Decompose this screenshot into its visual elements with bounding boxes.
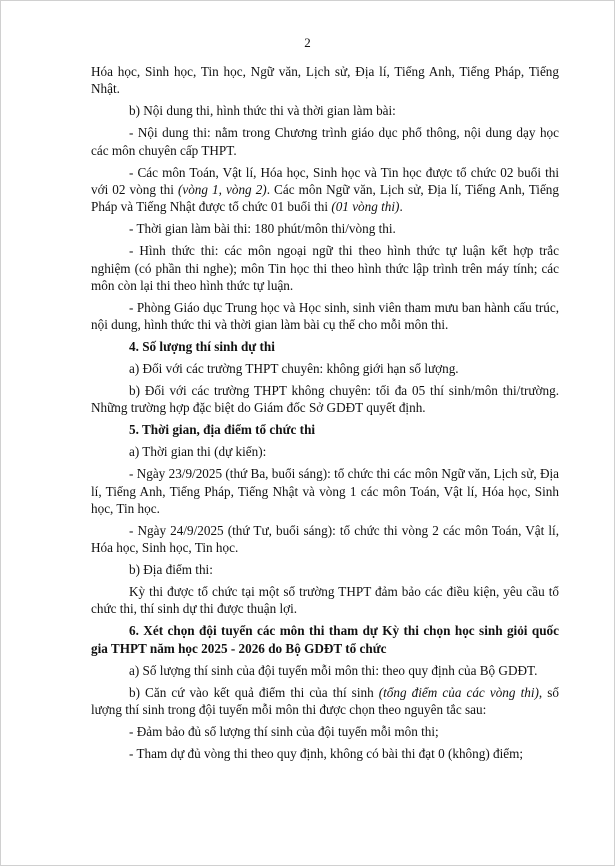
text-run: - Ngày 23/9/2025 (thứ Ba, buổi sáng): tổ chức thi các môn Ngữ văn, Lịch sử, Địa lí, Tiếng Anh, Tiếng Pháp, Tiếng Nhật và vòng 1 các môn Toán, Vật lí, Hóa học, Sinh học, Tin học. (91, 466, 559, 516)
paragraph (91, 360, 559, 377)
paragraph (91, 164, 559, 216)
text-run: 4. Số lượng thí sinh dự thi (129, 339, 275, 355)
text-run: b) Nội dung thi, hình thức thi và thời gian làm bài: (129, 103, 396, 119)
text-run: b) Đối với các trường THPT không chuyên: tối đa 05 thí sinh/môn thi/trường. Những trường hợp đặc biệt do Giám đốc Sở GDĐT quyết định. (91, 383, 559, 416)
section-heading (91, 338, 559, 355)
text-run: - Ngày 24/9/2025 (thứ Tư, buổi sáng): tổ chức thi vòng 2 các môn Toán, Vật lí, Hóa học, Sinh học, Tin học. (91, 522, 559, 556)
text-run: - Thời gian làm bài thi: 180 phút/môn thi/vòng thi. (129, 221, 396, 237)
italic-text: (vòng 1, vòng 2) (177, 181, 267, 197)
paragraph (91, 299, 559, 334)
text-run: a) Đối với các trường THPT chuyên: không giới hạn số lượng. (129, 361, 459, 377)
text-run: - Các môn Toán, Vật lí, Hóa học, Sinh học và Tin học được tổ chức 02 buổi thi với 02 vòng thi (91, 164, 559, 197)
text-run: b) Địa điểm thi: (129, 562, 213, 578)
text-run: 6. Xét chọn đội tuyển các môn thi tham dự Kỳ thi chọn học sinh giỏi quốc gia THPT năm học 2025 - 2026 do Bộ GDĐT tổ chức (91, 623, 559, 656)
section-heading (91, 421, 559, 438)
text-run: - Hình thức thi: các môn ngoại ngữ thi theo hình thức tự luận kết hợp trắc nghiệm (có phần thi nghe); môn Tin học thi theo hình thức lập trình trên máy tính; các môn còn lại thi theo hình thức tự luận. (91, 243, 559, 293)
paragraph (91, 684, 559, 719)
text-run: a) Số lượng thí sinh của đội tuyển mỗi môn thi: theo quy định của Bộ GDĐT. (129, 662, 538, 678)
text-run: , số lượng thí sinh trong đội tuyển mỗi môn thi được chọn theo nguyên tắc sau: (91, 684, 559, 717)
text-run: - Phòng Giáo dục Trung học và Học sinh, sinh viên tham mưu ban hành cấu trúc, nội dung, hình thức thi và thời gian làm bài cụ thể cho mỗi môn thi. (91, 299, 559, 333)
text-run: - Tham dự đủ vòng thi theo quy định, không có bài thi đạt 0 (không) điểm; (129, 745, 524, 761)
italic-text: (tổng điểm của các vòng thi) (378, 684, 539, 700)
paragraph (91, 443, 559, 460)
paragraph (91, 662, 559, 679)
text-run: - Nội dung thi: nằm trong Chương trình giáo dục phổ thông, nội dung dạy học các môn chuyên cấp THPT. (91, 125, 559, 158)
text-run: - Đảm bảo đủ số lượng thí sinh của đội tuyển mỗi môn thi; (129, 723, 439, 739)
paragraph (91, 242, 559, 294)
paragraph (91, 561, 559, 578)
paragraph (91, 102, 559, 119)
paragraph (91, 522, 559, 557)
paragraph (91, 382, 559, 417)
italic-text: (01 vòng thi) (331, 199, 400, 215)
text-run: 5. Thời gian, địa điểm tổ chức thi (129, 422, 316, 438)
text-run: a) Thời gian thi (dự kiến): (129, 444, 267, 460)
paragraph (91, 63, 559, 98)
paragraph (91, 583, 559, 618)
page-number: 2 (304, 35, 311, 50)
paragraph (91, 220, 559, 237)
paragraph (91, 124, 559, 159)
paragraph (91, 745, 559, 762)
document-body (91, 63, 559, 767)
text-run: . Các môn Ngữ văn, Lịch sử, Địa lí, Tiếng Anh, Tiếng Pháp và Tiếng Nhật được tổ chức 01 buổi thi (91, 181, 559, 215)
paragraph (91, 465, 559, 517)
text-run: Hóa học, Sinh học, Tin học, Ngữ văn, Lịch sử, Địa lí, Tiếng Anh, Tiếng Pháp, Tiếng Nhật. (91, 64, 559, 97)
text-run: b) Căn cứ vào kết quả điểm thi của thí sinh (129, 684, 379, 700)
text-run: . (399, 199, 403, 215)
text-run: Kỳ thi được tổ chức tại một số trường THPT đảm bảo các điều kiện, yêu cầu tổ chức thi, thí sinh dự thi được thuận lợi. (91, 584, 559, 617)
paragraph (91, 723, 559, 740)
section-heading (91, 622, 559, 657)
